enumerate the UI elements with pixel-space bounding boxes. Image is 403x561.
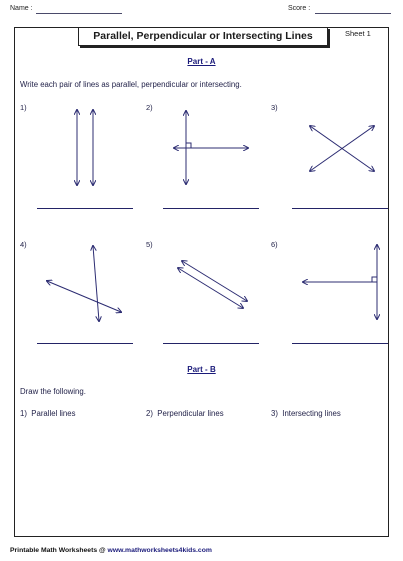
part-a-instruction: Write each pair of lines as parallel, perpendicular or intersecting.: [20, 80, 242, 89]
part-b-item-3-label: Intersecting lines: [282, 409, 341, 418]
figure-4-line-a: [93, 246, 99, 321]
answer-line-4[interactable]: [37, 343, 133, 344]
part-b-item-1-label: Parallel lines: [31, 409, 76, 418]
part-b-item-3-number: 3): [271, 409, 278, 418]
name-label: Name :: [10, 5, 33, 12]
part-a-heading: Part - A: [187, 57, 216, 66]
item-number-1: 1): [20, 103, 27, 112]
item-number-4: 4): [20, 240, 27, 249]
part-b-item-2: [146, 409, 224, 418]
figure-4-line-b: [47, 281, 121, 312]
answer-line-1[interactable]: [37, 208, 133, 209]
figure-5-line-b: [178, 268, 243, 308]
answer-line-6[interactable]: [292, 343, 388, 344]
item-number-6: 6): [271, 240, 278, 249]
answer-line-2[interactable]: [163, 208, 259, 209]
item-number-2: 2): [146, 103, 153, 112]
item-number-3: 3): [271, 103, 278, 112]
figure-5-line-a: [182, 261, 247, 301]
part-b-item-1: [20, 409, 76, 418]
answer-line-3[interactable]: [292, 208, 388, 209]
part-b-item-3: [271, 409, 341, 418]
worksheet-title: Parallel, Perpendicular or Intersecting Lines: [78, 27, 328, 46]
item-number-5: 5): [146, 240, 153, 249]
footer-prefix: Printable Math Worksheets @: [10, 547, 106, 554]
answer-line-5[interactable]: [163, 343, 259, 344]
part-b-item-2-number: 2): [146, 409, 153, 418]
part-b-item-1-number: 1): [20, 409, 27, 418]
score-label: Score :: [288, 5, 311, 12]
footer: [10, 547, 212, 554]
figure-6-right-angle: [372, 277, 377, 282]
figure-2-right-angle: [186, 143, 191, 148]
part-b-item-2-label: Perpendicular lines: [157, 409, 224, 418]
footer-url[interactable]: www.mathworksheets4kids.com: [107, 547, 212, 554]
part-b-instruction: Draw the following.: [20, 387, 86, 396]
part-b-heading: Part - B: [187, 365, 216, 374]
sheet-number: Sheet 1: [345, 29, 371, 38]
